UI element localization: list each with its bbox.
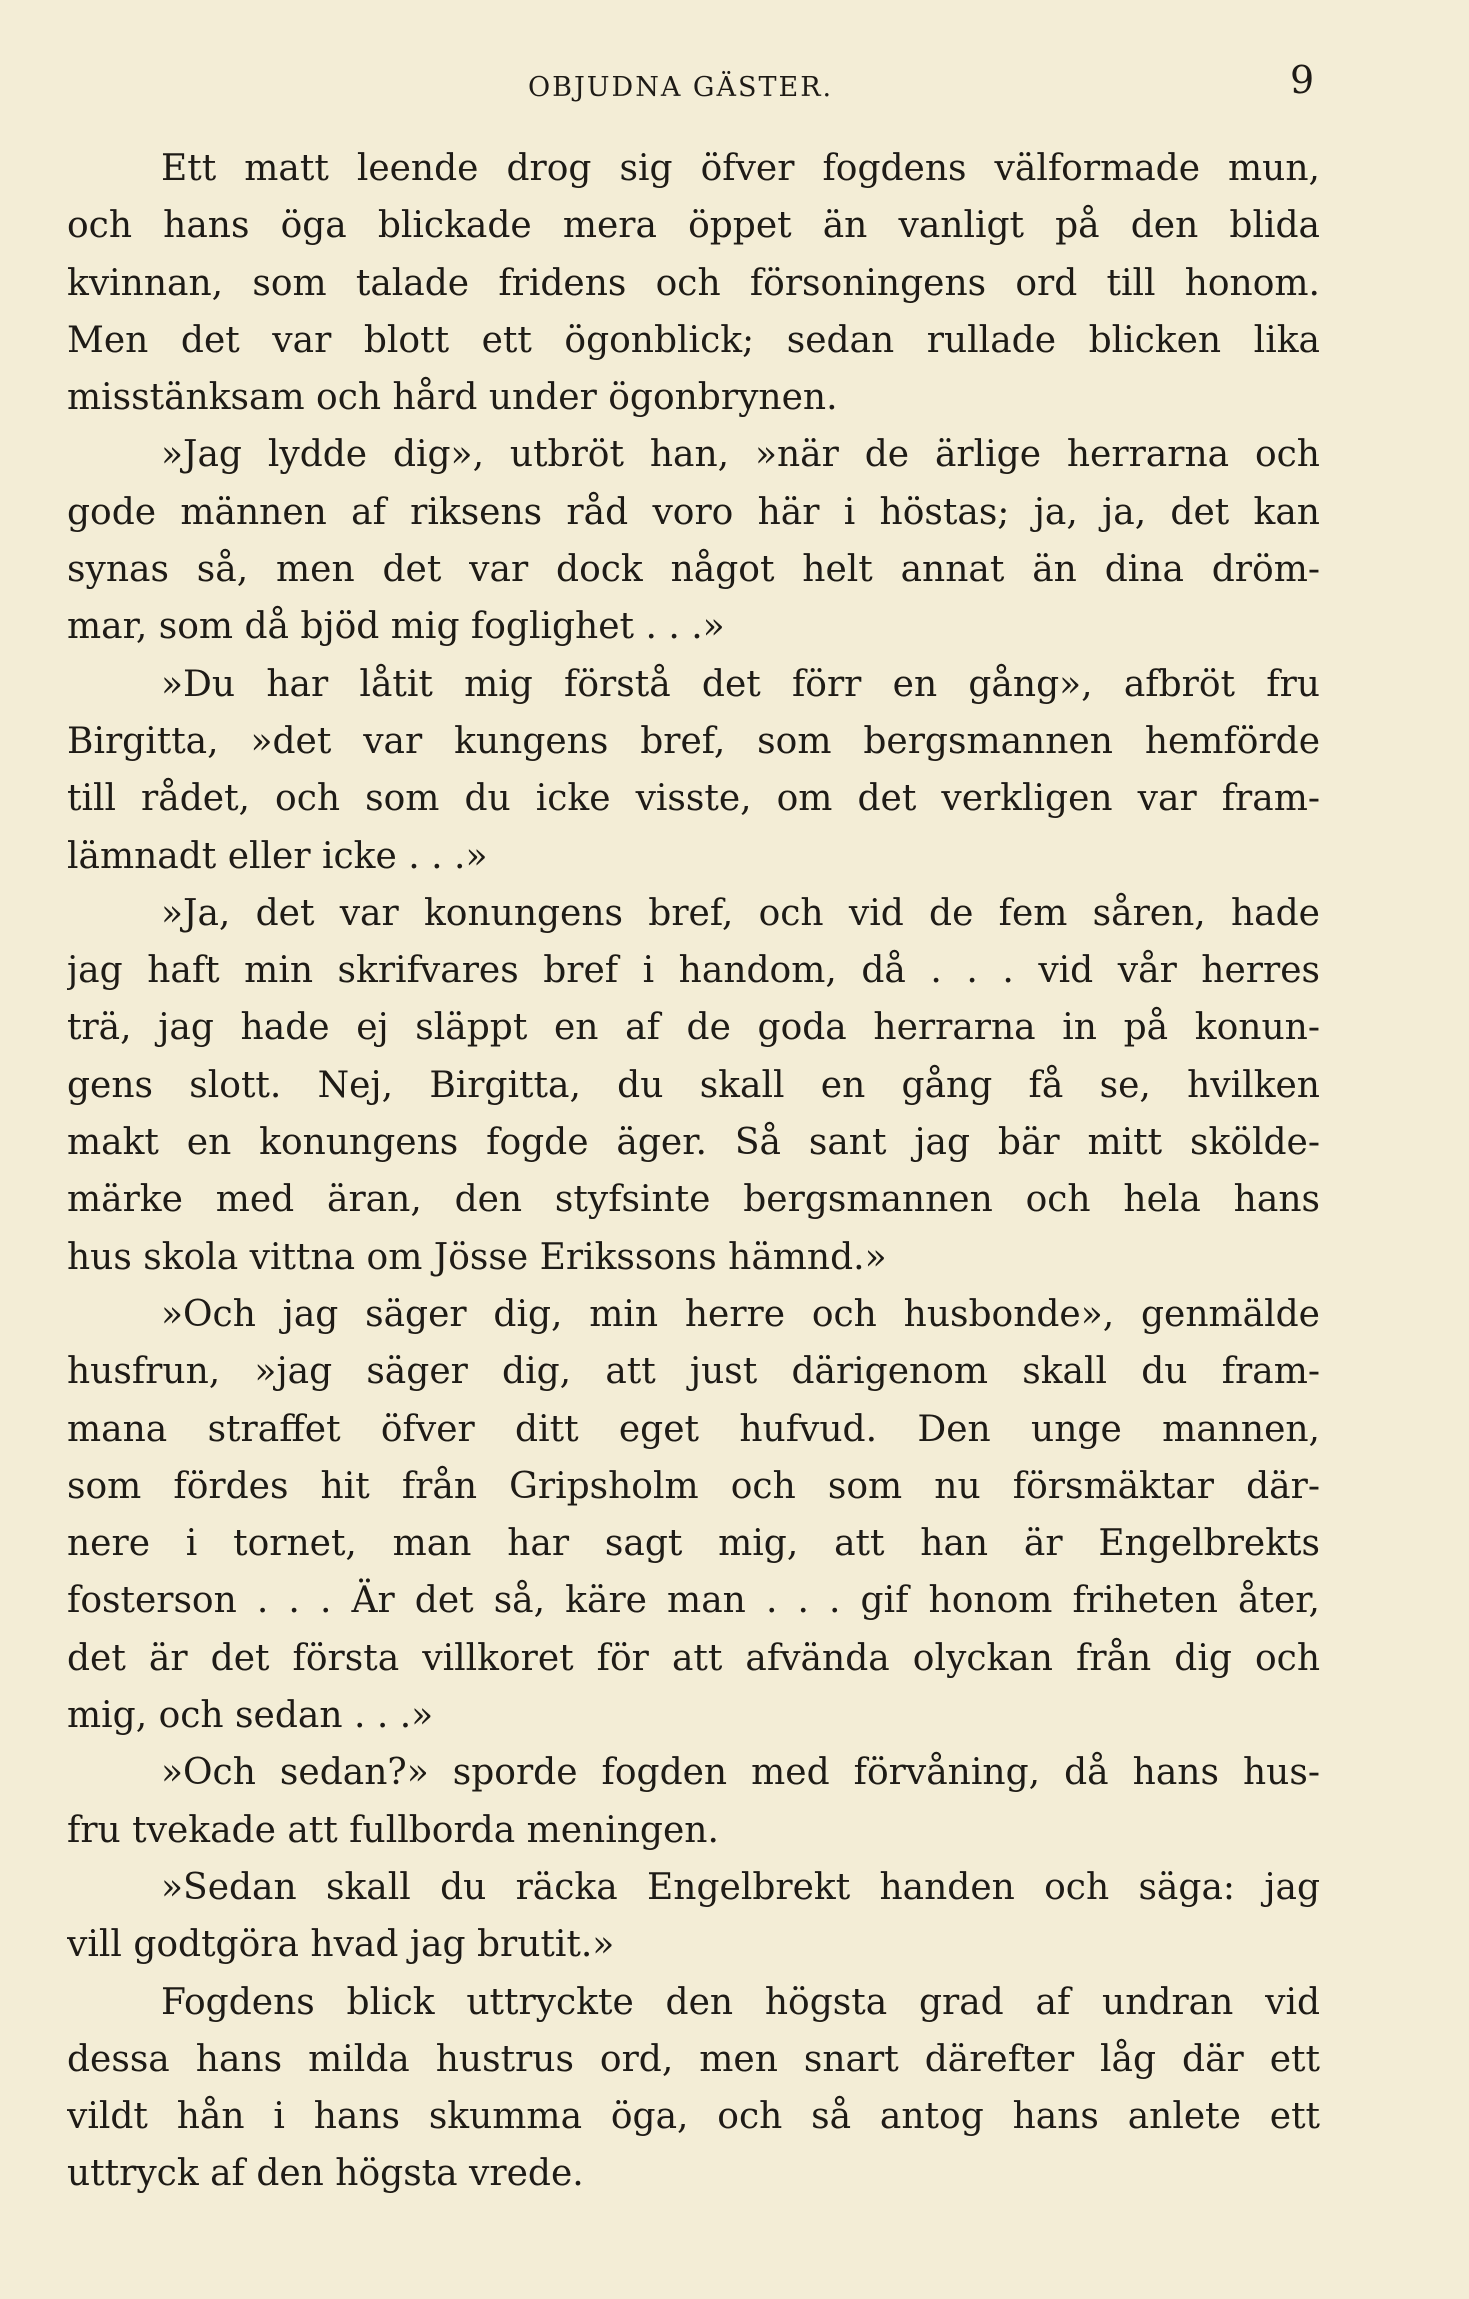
text-line: »Sedan skall du räcka Engelbrekt handen och säga: jag xyxy=(161,1866,1320,1908)
text-line: jag haft min skrifvares bref i handom, då . . . vid vår herres xyxy=(67,950,1320,992)
text-line: mana straffet öfver ditt eget hufvud. Den unge mannen, xyxy=(67,1408,1320,1450)
text-line: Ett matt leende drog sig öfver fogdens välformade mun, xyxy=(161,148,1320,189)
text-line: trä, jag hade ej släppt en af de goda herrarna in på konun- xyxy=(67,1007,1320,1049)
text-line: gens slott. Nej, Birgitta, du skall en gång få se, hvilken xyxy=(67,1064,1320,1106)
text-line: och hans öga blickade mera öppet än vanligt på den blida xyxy=(67,205,1320,247)
text-line: mig, och sedan . . .» xyxy=(67,1695,434,1737)
page-number: 9 xyxy=(1290,58,1315,102)
text-line: »Du har låtit mig förstå det förr en gång», afbröt fru xyxy=(161,663,1320,705)
text-line: dessa hans milda hustrus ord, men snart därefter låg där ett xyxy=(67,2038,1320,2080)
text-line: gode männen af riksens råd voro här i höstas; ja, ja, det kan xyxy=(67,491,1320,533)
text-line: uttryck af den högsta vrede. xyxy=(67,2153,584,2195)
text-line: till rådet, och som du icke visste, om det verkligen var fram- xyxy=(67,778,1320,820)
running-head xyxy=(0,58,1469,108)
text-line: Birgitta, »det var kungens bref, som bergsmannen hemförde xyxy=(67,720,1320,762)
text-line: »Jag lydde dig», utbröt han, »när de ärlige herrarna och xyxy=(161,434,1320,476)
text-line: synas så, men det var dock något helt annat än dina dröm- xyxy=(67,549,1320,591)
text-line: vill godtgöra hvad jag brutit.» xyxy=(67,1924,615,1966)
text-line: det är det första villkoret för att afvända olyckan från dig och xyxy=(67,1637,1320,1679)
text-line: Men det var blott ett ögonblick; sedan rullade blicken lika xyxy=(67,319,1320,361)
text-line: som fördes hit från Gripsholm och som nu försmäktar där- xyxy=(67,1465,1320,1507)
text-line: misstänksam och hård under ögonbrynen. xyxy=(67,377,838,419)
text-line: Fogdens blick uttryckte den högsta grad af undran vid xyxy=(161,1981,1320,2023)
text-line: »Ja, det var konungens bref, och vid de fem såren, hade xyxy=(161,892,1320,934)
text-line: fosterson . . . Är det så, käre man . . . gif honom friheten åter, xyxy=(67,1580,1320,1622)
text-line: kvinnan, som talade fridens och försoningens ord till honom. xyxy=(67,262,1320,304)
text-line: vildt hån i hans skumma öga, och så antog hans anlete ett xyxy=(67,2096,1320,2138)
text-line: märke med äran, den styfsinte bergsmannen och hela hans xyxy=(67,1179,1320,1221)
text-line: »Och sedan?» sporde fogden med förvåning, då hans hus- xyxy=(161,1752,1320,1794)
text-line: lämnadt eller icke . . .» xyxy=(67,835,488,877)
running-title: OBJUDNA GÄSTER. xyxy=(528,72,834,103)
text-line: nere i tornet, man har sagt mig, att han är Engelbrekts xyxy=(67,1523,1320,1565)
text-line: hus skola vittna om Jösse Erikssons hämnd.» xyxy=(67,1236,887,1278)
text-line: mar, som då bjöd mig foglighet . . .» xyxy=(67,606,725,648)
text-line: fru tvekade att fullborda meningen. xyxy=(67,1809,719,1851)
text-line: makt en konungens fogde äger. Så sant jag bär mitt skölde- xyxy=(67,1122,1320,1164)
body-text xyxy=(67,140,1320,2203)
text-line: »Och jag säger dig, min herre och husbonde», genmälde xyxy=(161,1293,1320,1335)
text-line: husfrun, »jag säger dig, att just därigenom skall du fram- xyxy=(67,1351,1320,1393)
